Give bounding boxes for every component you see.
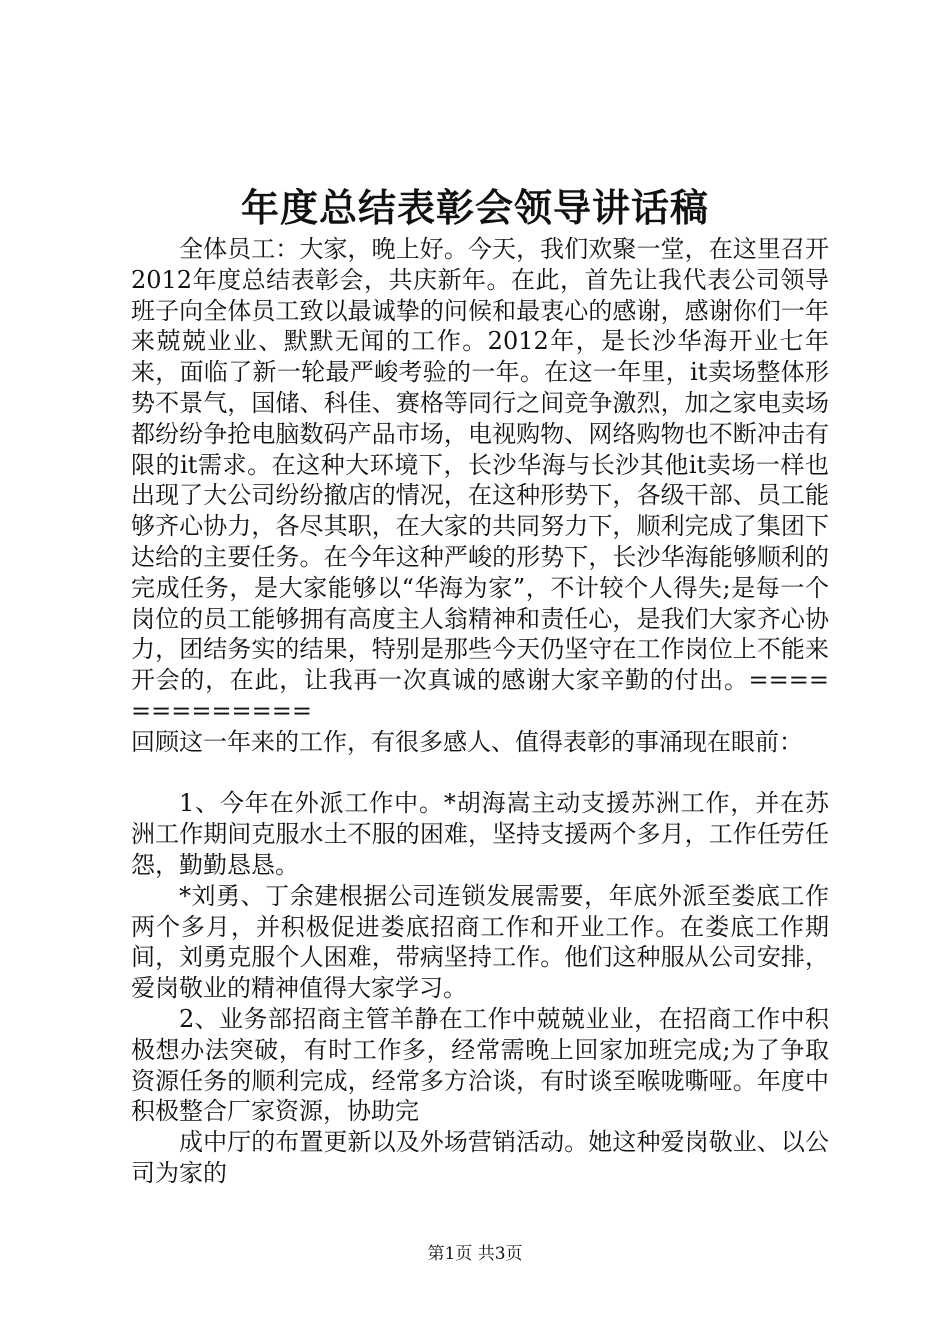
paragraph-item-2: 2、业务部招商主管羊静在工作中兢兢业业，在招商工作中积极想办法突破，有时工作多，经常需晚上回家加班完成;为了争取资源任务的顺利完成，经常多方洽谈，有时谈至喉咙嘶哑。年度中积极整合厂家资源，协助完 (131, 1004, 829, 1126)
paragraph-item-1-continued: *刘勇、丁余建根据公司连锁发展需要，年底外派至娄底工作两个多月，并积极促进娄底招商工作和开业工作。在娄底工作期间，刘勇克服个人困难，带病坚持工作。他们这种服从公司安排，爱岗敬业的精神值得大家学习。 (131, 881, 829, 1003)
paragraph-opening: 全体员工：大家，晚上好。今天，我们欢聚一堂，在这里召开2012年度总结表彰会，共庆新年。在此，首先让我代表公司领导班子向全体员工致以最诚挚的问候和最衷心的感谢，感谢你们一年来兢兢业业、默默无闻的工作。2012年，是长沙华海开业七年来，面临了新一轮最严峻考验的一年。在这一年里，it卖场整体形势不景气，国储、科佳、赛格等同行之间竞争激烈，加之家电卖场都纷纷争抢电脑数码产品市场，电视购物、网络购物也不断冲击有限的it需求。在这种大环境下，长沙华海与长沙其他it卖场一样也出现了大公司纷纷撤店的情况，在这种形势下，各级干部、员工能够齐心协力，各尽其职，在大家的共同努力下，顺利完成了集团下达给的主要任务。在今年这种严峻的形势下，长沙华海能够顺利的完成任务，是大家能够以“华海为家”，不计较个人得失;是每一个岗位的员工能够拥有高度主人翁精神和责任心，是我们大家齐心协力，团结务实的结果，特别是那些今天仍坚守在工作岗位上不能来开会的，在此，让我再一次真诚的感谢大家辛勤的付出。============= (131, 235, 829, 725)
paragraph-review: 回顾这一年来的工作，有很多感人、值得表彰的事涌现在眼前： (131, 727, 803, 756)
document-body (131, 234, 829, 1189)
paragraph-item-2-continued: 成中厅的布置更新以及外场营销活动。她这种爱岗敬业、以公司为家的 (131, 1128, 829, 1187)
paragraph-item-1: 1、今年在外派工作中。*胡海嵩主动支援苏洲工作，并在苏洲工作期间克服水土不服的困难，坚持支援两个多月，工作任劳任怨，勤勤恳恳。 (131, 789, 829, 879)
page-footer: 第1页 共3页 (427, 1244, 523, 1264)
document-title: 年度总结表彰会领导讲话稿 (240, 185, 709, 230)
